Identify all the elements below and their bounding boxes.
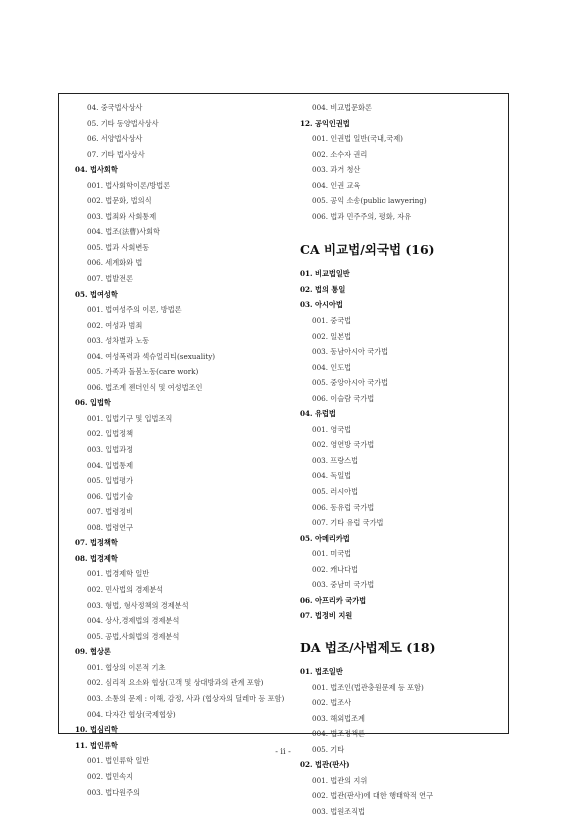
section-heading: 06. 입법학 <box>75 398 111 408</box>
list-item: 005. 러시아법 <box>312 487 359 497</box>
section-heading: 07. 법정비 지원 <box>300 611 353 621</box>
list-item: 002. 입법정책 <box>87 429 134 439</box>
section-heading: 01. 법조일반 <box>300 666 343 676</box>
right-column <box>300 100 520 819</box>
list-item: 003. 해외법조계 <box>312 713 366 723</box>
left-column <box>75 100 290 800</box>
list-item: 002. 영연방 국가법 <box>312 440 375 450</box>
list-item: 002. 법조사 <box>312 698 352 708</box>
section-heading: 11. 법인류학 <box>75 740 118 750</box>
list-item: 004. 법조정책론 <box>312 729 366 739</box>
section-heading: 04. 법사회학 <box>75 165 118 175</box>
list-item: 006. 법과 민주주의, 평화, 자유 <box>312 211 412 221</box>
list-item: 002. 일본법 <box>312 331 352 341</box>
list-item: 007. 법발전론 <box>87 274 134 284</box>
list-item: 07. 기타 법사상사 <box>87 149 145 159</box>
list-item: 001. 협상의 이론적 기초 <box>87 662 166 672</box>
list-item: 005. 가족과 돌봄노동(care work) <box>87 367 199 377</box>
list-item: 04. 중국법사상사 <box>87 103 143 112</box>
list-item: 003. 프랑스법 <box>312 455 359 465</box>
list-item: 001. 법여성주의 이론, 방법론 <box>87 305 182 315</box>
list-item: 001. 중국법 <box>312 316 352 326</box>
list-item: 006. 동유럽 국가법 <box>312 502 375 512</box>
list-item: 004. 비교법문화론 <box>312 103 372 112</box>
section-heading: 10. 법심리학 <box>75 725 118 735</box>
section-heading: 01. 비교법일반 <box>300 269 350 279</box>
list-item: 006. 이슬람 국가법 <box>312 393 375 403</box>
list-item: 002. 법관(판사)에 대한 행태학적 연구 <box>312 791 434 801</box>
list-item: 001. 인권법 일반(국내,국제) <box>312 134 403 144</box>
section-heading: 02. 법의 통일 <box>300 284 346 294</box>
list-item: 005. 공법,사회법의 경제분석 <box>87 631 180 641</box>
list-item: 001. 법사회학이론/방법론 <box>87 180 171 190</box>
list-item: 006. 세계화와 법 <box>87 258 143 268</box>
list-item: 004. 인도법 <box>312 362 352 372</box>
list-item: 002. 법문화, 법의식 <box>87 196 152 206</box>
list-item: 002. 법민속지 <box>87 771 134 781</box>
section-heading: 09. 협상론 <box>75 647 111 657</box>
list-item: 001. 법조인(법관충원문제 등 포함) <box>312 682 424 692</box>
list-item: 003. 법다원주의 <box>87 787 141 797</box>
page-border-top <box>58 93 509 94</box>
section-heading: 07. 법정책학 <box>75 538 118 548</box>
section-heading: 06. 아프리카 국가법 <box>300 595 367 605</box>
section-heading: 05. 법여성학 <box>75 289 118 299</box>
list-item: 007. 법령정비 <box>87 507 134 517</box>
list-item: 001. 입법기구 및 입법조직 <box>87 413 173 423</box>
section-heading: 12. 공익인권법 <box>300 118 350 128</box>
list-item: 06. 서양법사상사 <box>87 134 143 144</box>
section-heading: 03. 아시아법 <box>300 300 343 310</box>
page-number: - ii - <box>275 747 291 756</box>
list-item: 004. 독일법 <box>312 471 352 481</box>
section-heading: 02. 법관(판사) <box>300 760 350 770</box>
list-item: 003. 형법, 형사정책의 경제분석 <box>87 600 189 610</box>
category-heading: DA 법조/사법제도 (18) <box>300 639 436 655</box>
list-item: 001. 영국법 <box>312 424 352 434</box>
list-item: 002. 캐나다법 <box>312 564 359 574</box>
list-item: 003. 과거 청산 <box>312 165 361 175</box>
section-heading: 08. 법경제학 <box>75 553 118 563</box>
category-heading: CA 비교법/외국법 (16) <box>300 242 435 258</box>
list-item: 003. 중남미 국가법 <box>312 580 375 590</box>
list-item: 003. 법원조직법 <box>312 806 366 816</box>
section-heading: 04. 유럽법 <box>300 409 336 419</box>
list-item: 004. 인권 교육 <box>312 180 361 190</box>
list-item: 004. 여성폭력과 섹슈얼리티(sexuality) <box>87 351 216 361</box>
list-item: 005. 중앙아시아 국가법 <box>312 378 389 388</box>
list-item: 007. 기타 유럽 국가법 <box>312 518 384 528</box>
list-item: 006. 입법기술 <box>87 491 134 501</box>
list-item: 003. 법죄와 사회통제 <box>87 211 157 221</box>
list-item: 004. 상사,경제법의 경제분석 <box>87 616 180 626</box>
section-heading: 05. 아메리카법 <box>300 533 350 543</box>
page-border-left <box>58 93 59 733</box>
list-item: 008. 법령연구 <box>87 522 134 532</box>
list-item: 002. 민사법의 경제분석 <box>87 584 164 594</box>
list-item: 001. 미국법 <box>312 549 352 559</box>
list-item: 003. 동남아시아 국가법 <box>312 347 389 357</box>
list-item: 006. 법조계 젠더인식 및 여성법조인 <box>87 382 203 392</box>
list-item: 05. 기타 동양법사상사 <box>87 118 159 128</box>
list-item: 002. 여성과 범죄 <box>87 320 143 330</box>
list-item: 002. 소수자 권리 <box>312 149 368 159</box>
list-item: 002. 심리적 요소와 협상(고객 및 상대방과의 관계 포함) <box>87 678 264 688</box>
list-item: 005. 기타 <box>312 744 345 754</box>
list-item: 004. 법조(法曹)사회학 <box>87 227 160 237</box>
list-item: 003. 성차별과 노동 <box>87 336 150 346</box>
list-item: 005. 공익 소송(public lawyering) <box>312 196 427 206</box>
list-item: 004. 입법통제 <box>87 460 134 470</box>
list-item: 004. 다자간 협상(국제협상) <box>87 709 176 719</box>
list-item: 001. 법관의 지위 <box>312 775 368 785</box>
list-item: 001. 법인류학 일반 <box>87 756 150 766</box>
list-item: 003. 입법과정 <box>87 445 134 455</box>
list-item: 003. 소통의 문제 : 이해, 감정, 사과 (협상자의 딜레마 등 포함) <box>87 693 285 703</box>
list-item: 005. 입법평가 <box>87 476 134 486</box>
list-item: 001. 법경제학 일반 <box>87 569 150 579</box>
list-item: 005. 법과 사회변동 <box>87 242 150 252</box>
